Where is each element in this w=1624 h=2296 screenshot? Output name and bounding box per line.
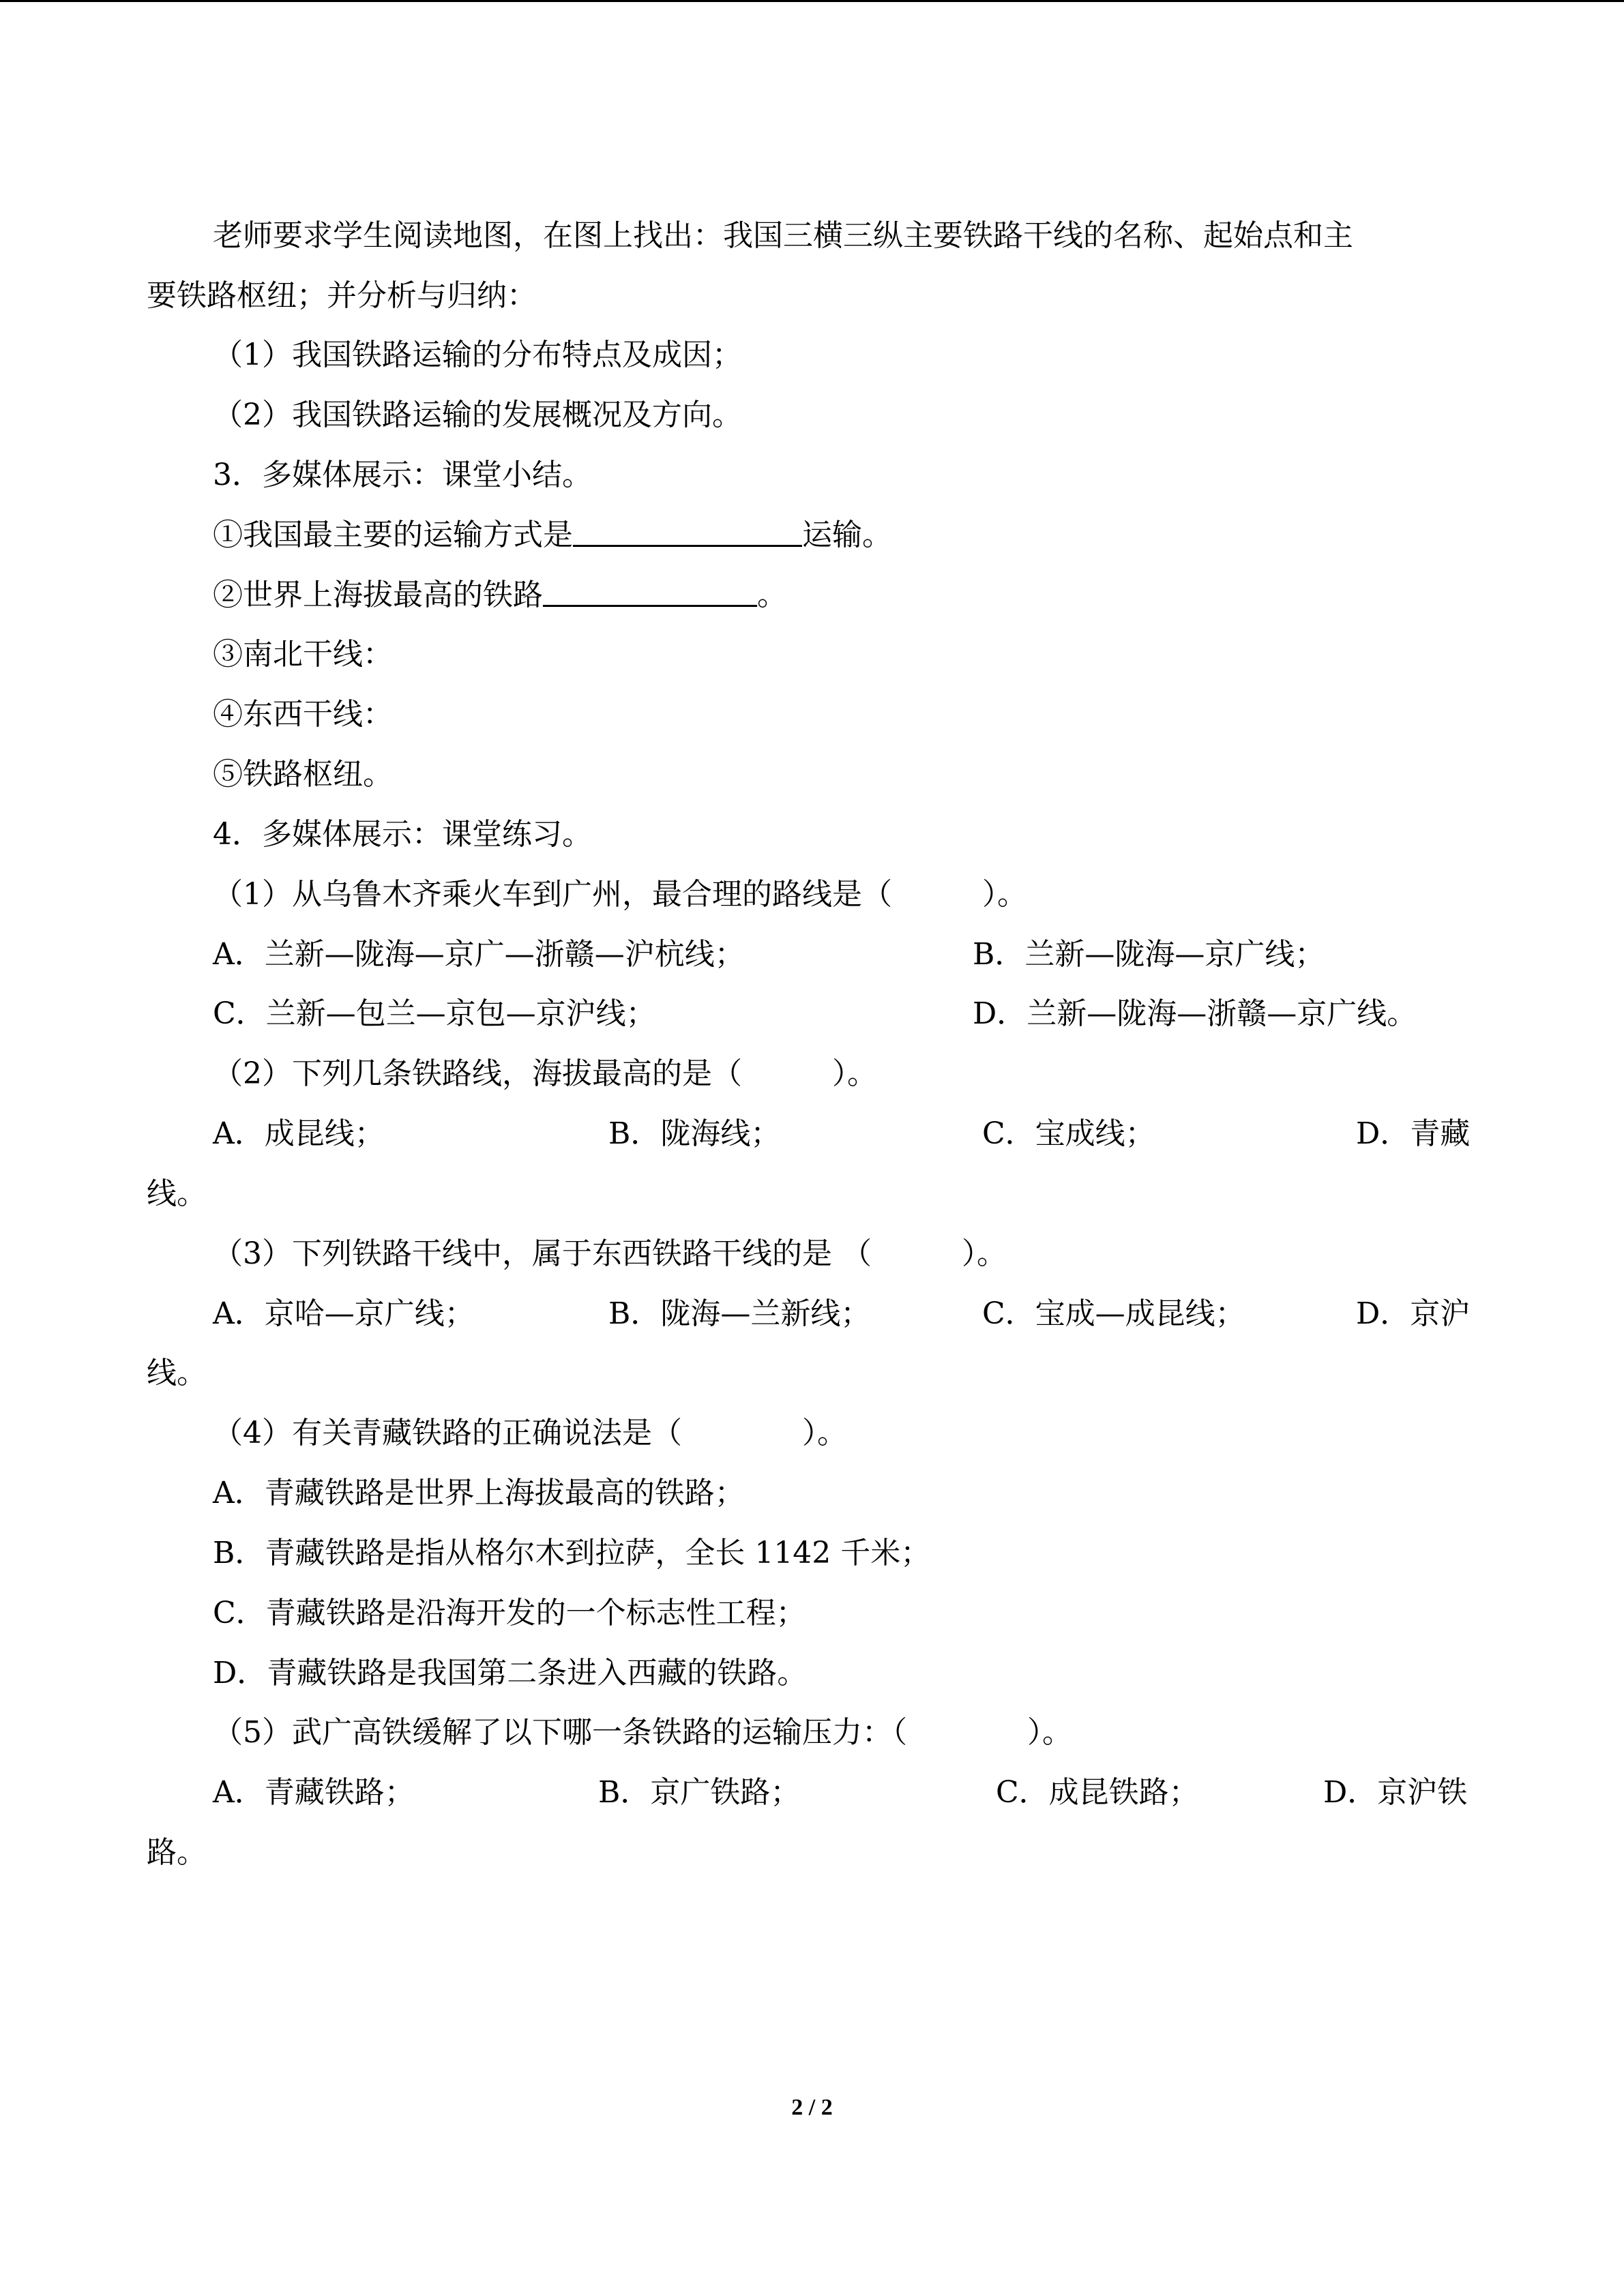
practice-q5-option-a: A．青藏铁路； [213, 1775, 415, 1810]
practice-q4-option-a: A．青藏铁路是世界上海拔最高的铁路； [213, 1476, 745, 1510]
summary-question-3: ③南北干线： [213, 637, 393, 672]
practice-q3-options [213, 1284, 1482, 1344]
practice-q4-stem: （4）有关青藏铁路的正确说法是（ ）。 [213, 1416, 847, 1450]
practice-q3-option-c: C．宝成—成昆线； [982, 1296, 1245, 1331]
practice-q2-options [213, 1104, 1482, 1164]
practice-q1-stem: （1）从乌鲁木齐乘火车到广州，最合理的路线是（ ）。 [213, 877, 1027, 912]
practice-q1-option-b: B．兰新—陇海—京广线； [973, 937, 1325, 972]
practice-q2-stem: （2）下列几条铁路线，海拔最高的是（ ）。 [213, 1056, 877, 1091]
practice-q2-option-c: C．宝成线； [982, 1116, 1155, 1151]
practice-q5-option-c: C．成昆铁路； [996, 1775, 1199, 1810]
practice-q1-option-c: C．兰新—包兰—京包—京沪线； [213, 996, 656, 1031]
practice-q2-option-a: A．成昆线； [213, 1116, 385, 1151]
practice-q3-stem: （3）下列铁路干线中，属于东西铁路干线的是 （ ）。 [213, 1236, 1007, 1271]
practice-q3-option-a: A．京哈—京广线； [213, 1296, 475, 1331]
summary-question-2 [213, 565, 1482, 625]
answer-blank[interactable] [573, 505, 802, 547]
practice-q4-option-d: D．青藏铁路是我国第二条进入西藏的铁路。 [213, 1656, 808, 1690]
intro-paragraph-line-2: 要铁路枢纽；并分析与归纳： [147, 278, 537, 313]
practice-q1-options-row-1 [213, 925, 1482, 985]
answer-blank[interactable] [543, 565, 757, 607]
summary-question-2-text: ②世界上海拔最高的铁路 [213, 578, 543, 612]
summary-question-1-suffix: 运输。 [802, 518, 892, 552]
summary-heading: 3．多媒体展示：课堂小结。 [213, 458, 592, 492]
practice-q1-option-d: D．兰新—陇海—浙赣—京广线。 [973, 996, 1417, 1031]
practice-q5-options [213, 1763, 1482, 1823]
practice-q4-option-c: C．青藏铁路是沿海开发的一个标志性工程； [213, 1596, 806, 1630]
summary-question-1-text: ①我国最主要的运输方式是 [213, 518, 573, 552]
practice-q1-option-a: A．兰新—陇海—京广—浙赣—沪杭线； [213, 937, 745, 972]
practice-q2-option-d-wrap: 线。 [147, 1176, 207, 1211]
practice-q3-option-d-wrap: 线。 [147, 1356, 207, 1390]
practice-q3-option-b: B．陇海—兰新线； [608, 1296, 871, 1331]
practice-q4-option-b: B．青藏铁路是指从格尔木到拉萨，全长 1142 千米； [213, 1536, 931, 1570]
practice-heading: 4．多媒体展示：课堂练习。 [213, 817, 592, 852]
document-page [147, 0, 1482, 2296]
practice-q5-stem: （5）武广高铁缓解了以下哪一条铁路的运输压力：（ ）。 [213, 1715, 1072, 1750]
summary-question-1 [213, 505, 1482, 565]
practice-q2-option-b: B．陇海线； [608, 1116, 781, 1151]
intro-item-2: （2）我国铁路运输的发展概况及方向。 [213, 398, 742, 432]
practice-q5-option-b: B．京广铁路； [598, 1775, 801, 1810]
page-number: 2 / 2 [791, 2095, 833, 2120]
practice-q3-option-d: D．京沪 [1356, 1296, 1471, 1331]
summary-question-5: ⑤铁路枢纽。 [213, 757, 393, 792]
practice-q2-option-d: D．青藏 [1356, 1116, 1471, 1151]
practice-q1-options-row-2 [213, 984, 1482, 1044]
intro-paragraph-line-1: 老师要求学生阅读地图，在图上找出：我国三横三纵主要铁路干线的名称、起始点和主 [213, 218, 1353, 253]
summary-question-2-suffix: 。 [757, 578, 787, 612]
practice-q5-option-d-wrap: 路。 [147, 1835, 207, 1870]
intro-item-1: （1）我国铁路运输的分布特点及成因； [213, 338, 742, 372]
summary-question-4: ④东西干线： [213, 697, 393, 732]
practice-q5-option-d: D．京沪铁 [1323, 1775, 1468, 1810]
